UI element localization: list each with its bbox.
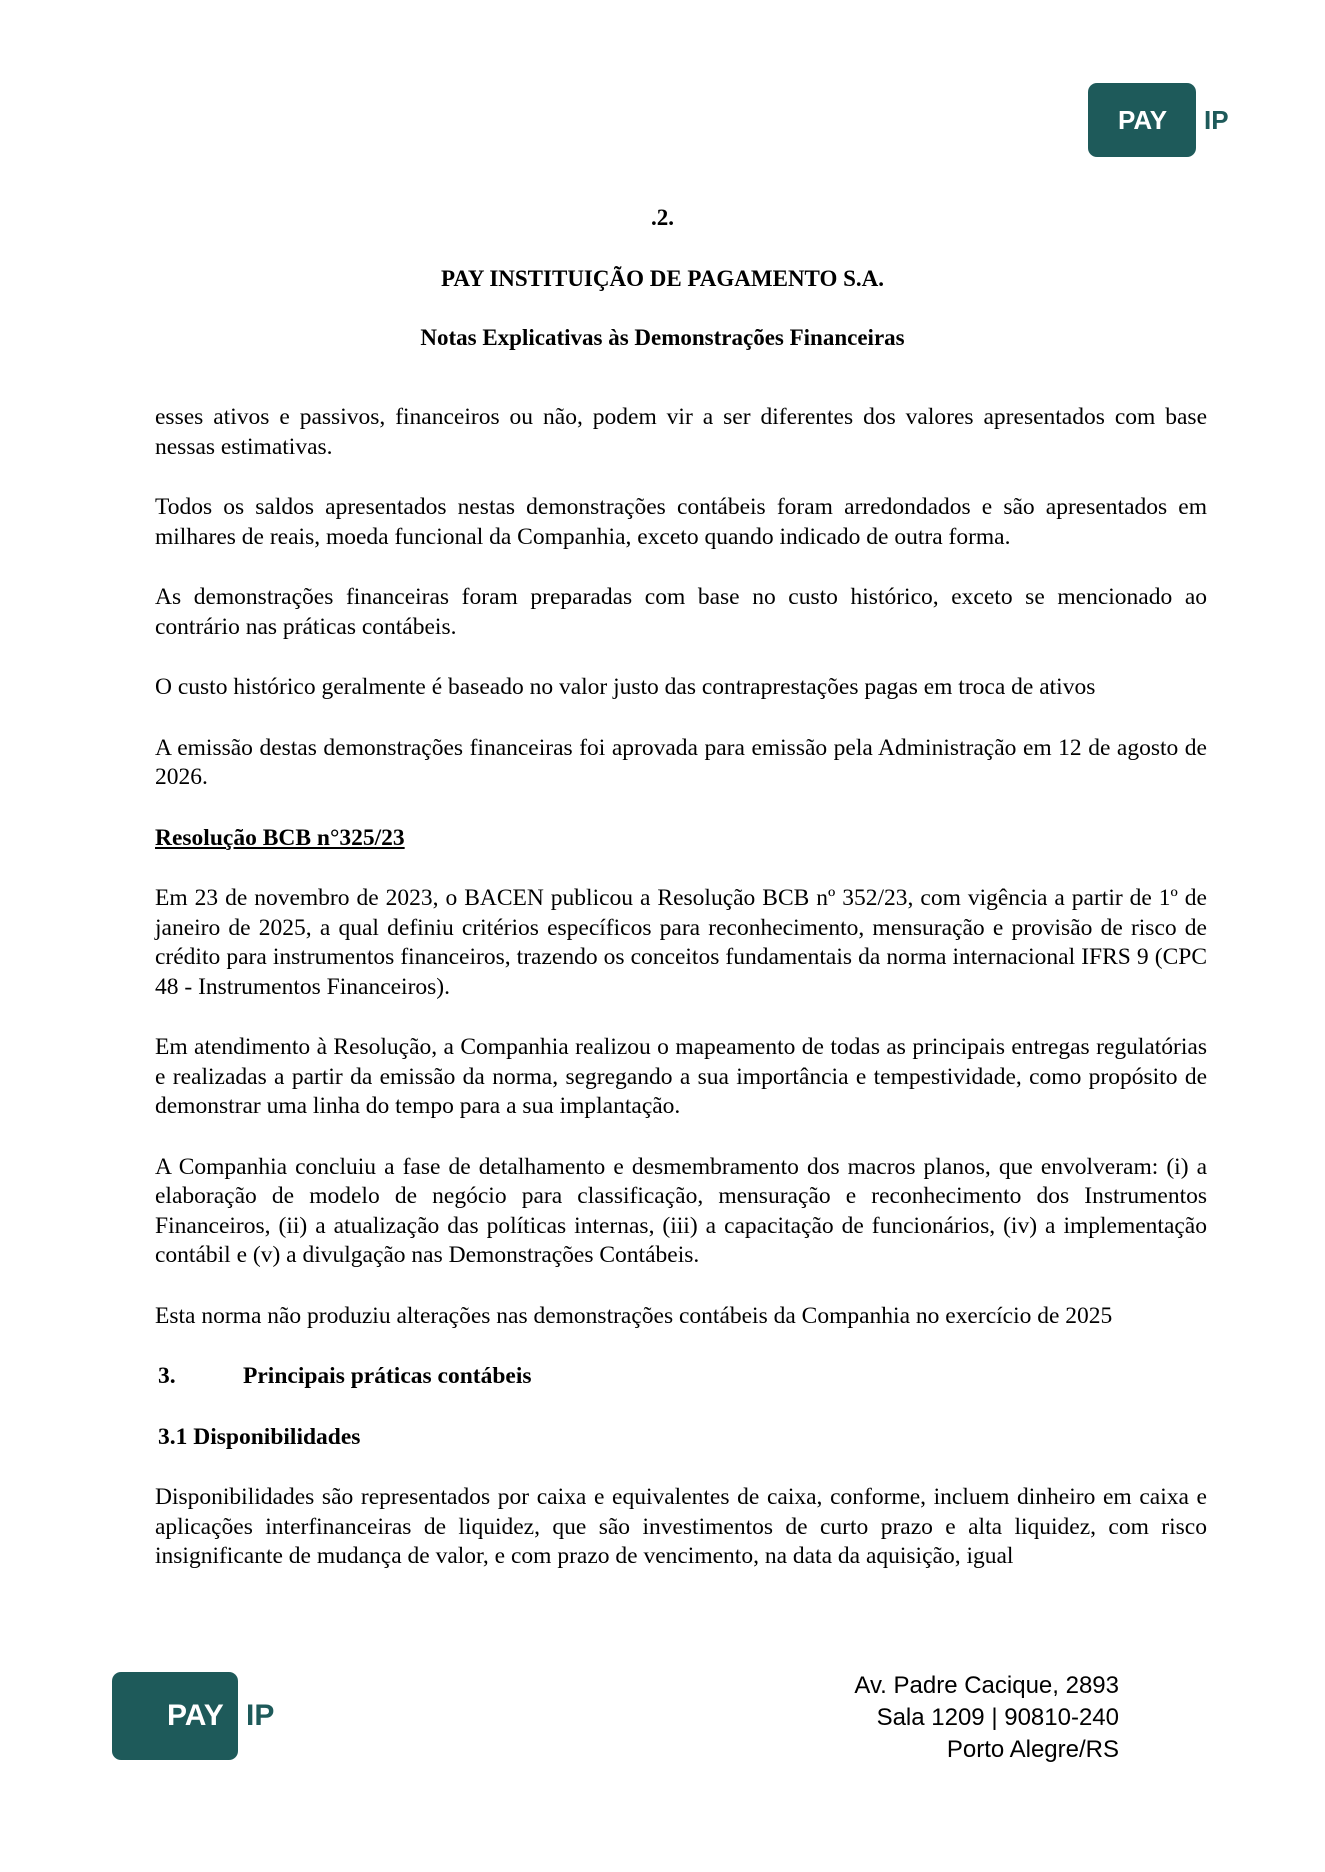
footer-logo	[112, 1672, 274, 1760]
paragraph: As demonstrações financeiras foram preparadas com base no custo histórico, exceto se mencionado ao contrário nas práticas contábeis.	[155, 584, 1207, 640]
header-logo	[1088, 83, 1229, 157]
paragraph: esses ativos e passivos, financeiros ou não, podem vir a ser diferentes dos valores apresentados com base nessas estimativas.	[155, 404, 1207, 460]
logo-ip-text: IP	[1204, 104, 1229, 135]
logo-pay-text: PAY	[1118, 104, 1168, 135]
address-line: Av. Padre Cacique, 2893	[854, 1672, 1119, 1699]
section-number: 3.	[158, 1363, 176, 1389]
company-name: PAY INSTITUIÇÃO DE PAGAMENTO S.A.	[440, 266, 885, 291]
document-body	[155, 403, 1207, 1572]
document-subtitle: Notas Explicativas às Demonstrações Financeiras	[420, 325, 905, 350]
paragraph: A Companhia concluiu a fase de detalhamento e desmembramento dos macros planos, que envolveram: (i) a elaboração de modelo de negócio para classificação, mensuração e reconhecimento dos Instrumentos Financeiros, (ii) a atualização das políticas internas, (iii) a capacitação de funcionários, (iv) a implementação contábil e (v) a divulgação nas Demonstrações Contábeis.	[155, 1153, 1207, 1268]
logo-pay-box	[1088, 83, 1196, 157]
paragraph: A emissão destas demonstrações financeiras foi aprovada para emissão pela Administração em 12 de agosto de 2026.	[155, 734, 1207, 790]
paragraph: Todos os saldos apresentados nestas demonstrações contábeis foram arredondados e são apresentados em milhares de reais, moeda funcional da Companhia, exceto quando indicado de outra forma.	[155, 494, 1207, 550]
logo-pay-box	[112, 1672, 238, 1760]
paragraph: O custo histórico geralmente é baseado no valor justo das contraprestações pagas em troca de ativos	[155, 674, 1096, 700]
address-line: Sala 1209 | 90810-240	[876, 1704, 1119, 1731]
logo-ip-text: IP	[246, 1699, 275, 1732]
page-number: .2.	[651, 205, 674, 230]
section-heading	[155, 1362, 1207, 1392]
paragraph: Esta norma não produziu alterações nas demonstrações contábeis da Companhia no exercício de 2025	[155, 1302, 1113, 1329]
subsection-heading: 3.1 Disponibilidades	[158, 1423, 361, 1450]
footer-address	[854, 1670, 1119, 1766]
paragraph: Em 23 de novembro de 2023, o BACEN publicou a Resolução BCB nº 352/23, com vigência a partir de 1º de janeiro de 2025, a qual definiu critérios específicos para reconhecimento, mensuração e provisão de risco de crédito para instrumentos financeiros, trazendo os conceitos fundamentais da norma internacional IFRS 9 (CPC 48 - Instrumentos Financeiros).	[155, 885, 1207, 1000]
section-heading-title: Principais práticas contábeis	[243, 1363, 532, 1389]
paragraph: Em atendimento à Resolução, a Companhia realizou o mapeamento de todas as principais entregas regulatórias e realizadas a partir da emissão da norma, segregando a sua importância e tempestividade, como propósito de demonstrar uma linha do tempo para a sua implantação.	[155, 1034, 1207, 1119]
address-line: Porto Alegre/RS	[946, 1736, 1119, 1763]
logo-pay-text: PAY	[167, 1699, 224, 1732]
section-title: Resolução BCB n°325/23	[155, 824, 405, 851]
paragraph: Disponibilidades são representados por caixa e equivalentes de caixa, conforme, incluem dinheiro em caixa e aplicações interfinanceiras de liquidez, que são investimentos de curto prazo e alta liquidez, com risco insignificante de mudança de valor, e com prazo de vencimento, na data da aquisição, igual	[155, 1484, 1207, 1569]
